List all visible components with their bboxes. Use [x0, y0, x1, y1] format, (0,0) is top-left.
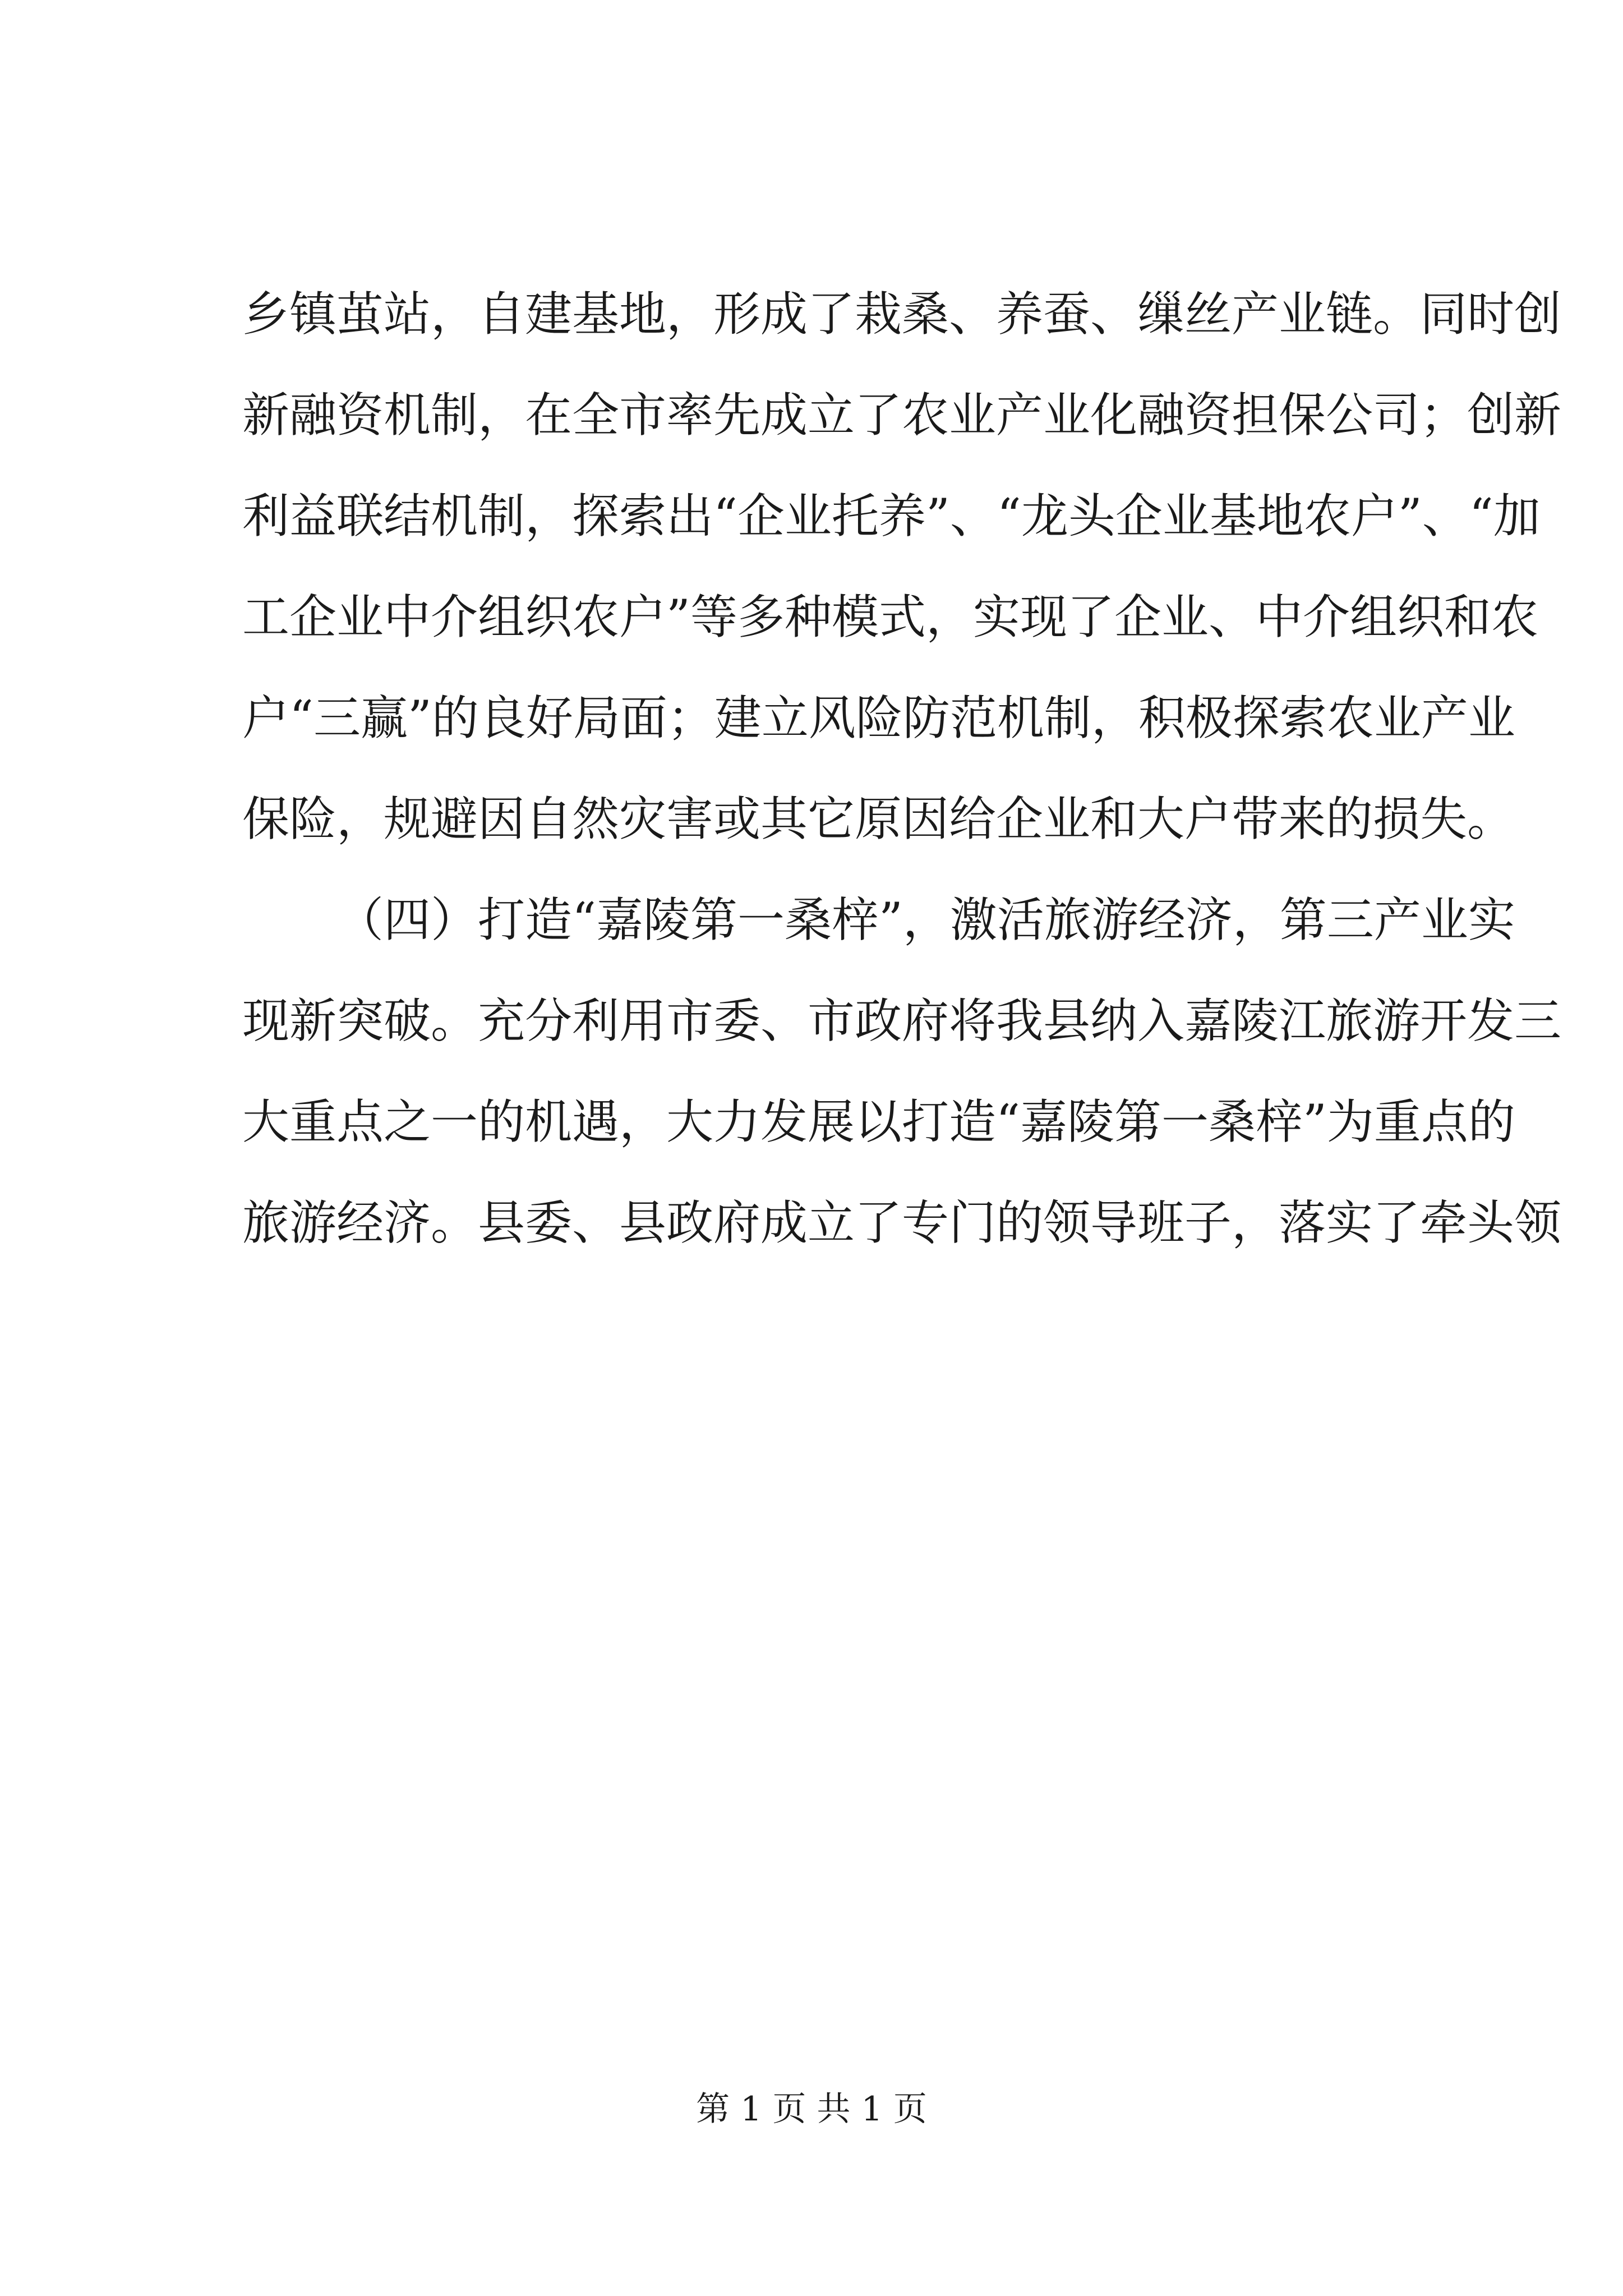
text-line: 利益联结机制，探索出“企业托养”、“龙头企业基地农户”、“加	[242, 489, 1541, 544]
page-number-footer: 第 1 页 共 1 页	[696, 2090, 927, 2129]
text-line: 保险，规避因自然灾害或其它原因给企业和大户带来的损失。	[242, 792, 1515, 846]
text-line: 乡镇茧站，自建基地，形成了栽桑、养蚕、缫丝产业链。同时创	[242, 287, 1562, 342]
document-body	[242, 264, 1562, 1273]
text-line: 户“三赢”的良好局面；建立风险防范机制，积极探索农业产业	[242, 691, 1515, 746]
text-line: 大重点之一的机遇，大力发展以打造“嘉陵第一桑梓”为重点的	[242, 1094, 1515, 1149]
text-line: 工企业中介组织农户”等多种模式，实现了企业、中介组织和农	[242, 590, 1538, 645]
text-line: （四）打造“嘉陵第一桑梓”，激活旅游经济，第三产业实	[336, 892, 1515, 947]
text-line: 现新突破。充分利用市委、市政府将我县纳入嘉陵江旅游开发三	[242, 993, 1562, 1048]
paragraph-2	[242, 869, 1562, 1273]
text-line: 新融资机制，在全市率先成立了农业产业化融资担保公司；创新	[242, 388, 1562, 443]
paragraph-1	[242, 264, 1562, 869]
text-line: 旅游经济。县委、县政府成立了专门的领导班子，落实了牵头领	[242, 1195, 1562, 1250]
